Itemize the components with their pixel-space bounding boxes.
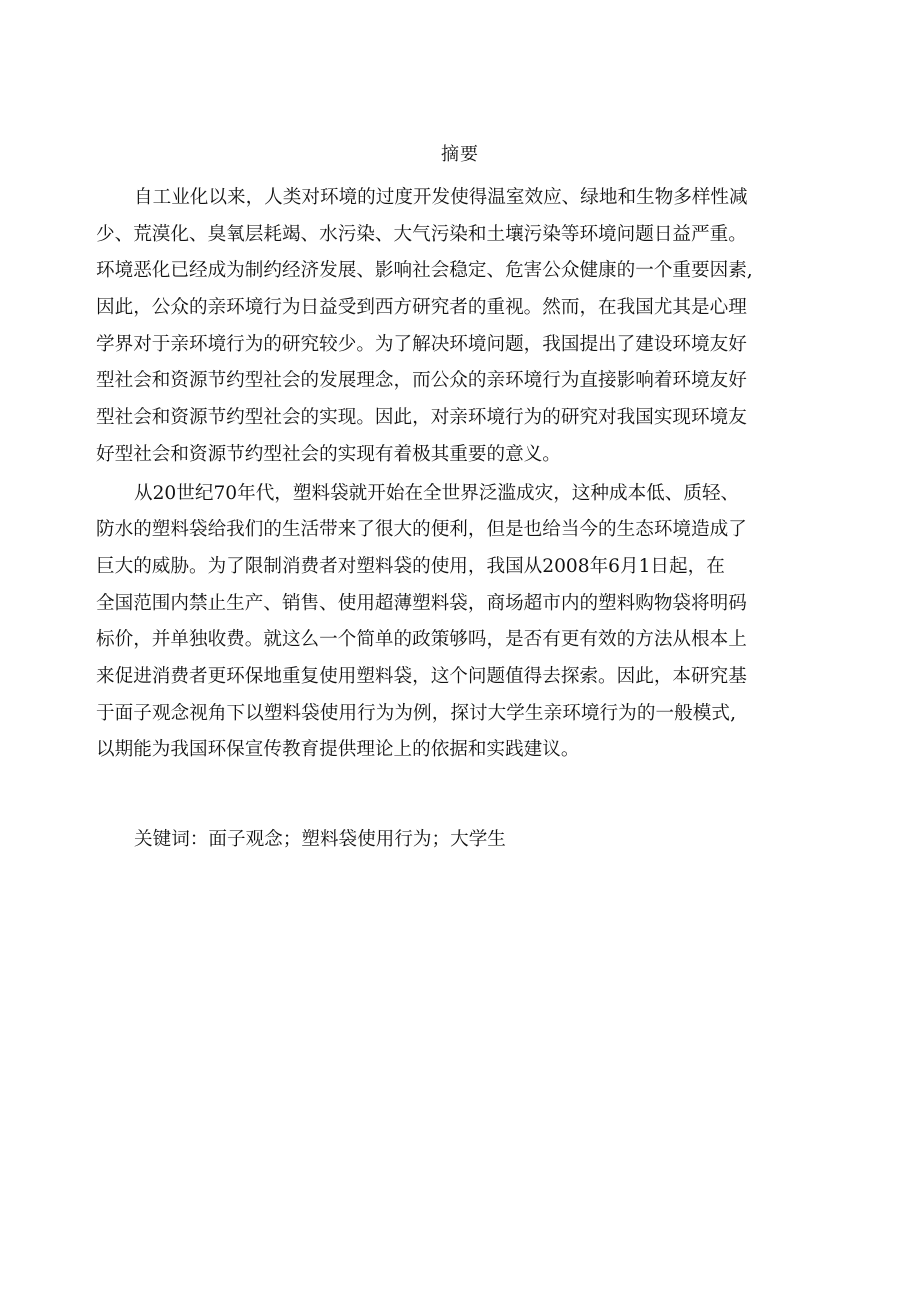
text-line: 全国范围内禁止生产、销售、使用超薄塑料袋，商场超市内的塑料购物袋将明码 [96, 592, 747, 614]
text-line: 于面子观念视角下以塑料袋使用行为为例，探讨大学生亲环境行为的一般模式, [96, 702, 736, 724]
keywords-line: 关键词：面子观念；塑料袋使用行为；大学生 [134, 829, 506, 850]
text-line: 防水的塑料袋给我们的生活带来了很大的便利，但是也给当今的生态环境造成了 [96, 519, 747, 541]
text-line: 自工业化以来，人类对环境的过度开发使得温室效应、绿地和生物多样性减 [134, 187, 748, 208]
text-line: 巨大的威胁。为了限制消费者对塑料袋的使用，我国从2008年6月1日起，在 [96, 555, 725, 577]
abstract-body [96, 180, 753, 769]
text-line: 因此，公众的亲环境行为日益受到西方研究者的重视。然而，在我国尤其是心理 [96, 297, 747, 319]
text-line: 型社会和资源节约型社会的实现。因此，对亲环境行为的研究对我国实现环境友 [96, 407, 747, 429]
text-line: 学界对于亲环境行为的研究较少。为了解决环境问题，我国提出了建设环境友好 [96, 333, 747, 355]
paragraph-2 [96, 476, 746, 770]
text-line: 好型社会和资源节约型社会的实现有着极其重要的意义。 [96, 443, 561, 465]
abstract-title: 摘要 [441, 144, 479, 165]
text-line: 少、荒漠化、臭氧层耗竭、水污染、大气污染和土壤污染等环境问题日益严重。 [96, 223, 747, 245]
paragraph-1 [96, 180, 753, 474]
text-line: 来促进消费者更环保地重复使用塑料袋，这个问题值得去探索。因此，本研究基 [96, 665, 747, 687]
text-line: 标价，并单独收费。就这么一个简单的政策够吗，是否有更有效的方法从根本上 [96, 629, 747, 651]
text-line: 环境恶化已经成为制约经济发展、影响社会稳定、危害公众健康的一个重要因素, [96, 260, 753, 282]
text-line: 型社会和资源节约型社会的发展理念，而公众的亲环境行为直接影响着环境友好 [96, 370, 747, 392]
text-line: 从20世纪70年代，塑料袋就开始在全世界泛滥成灾，这种成本低、质轻、 [134, 482, 740, 504]
text-line: 以期能为我国环保宣传教育提供理论上的依据和实践建议。 [96, 739, 580, 761]
